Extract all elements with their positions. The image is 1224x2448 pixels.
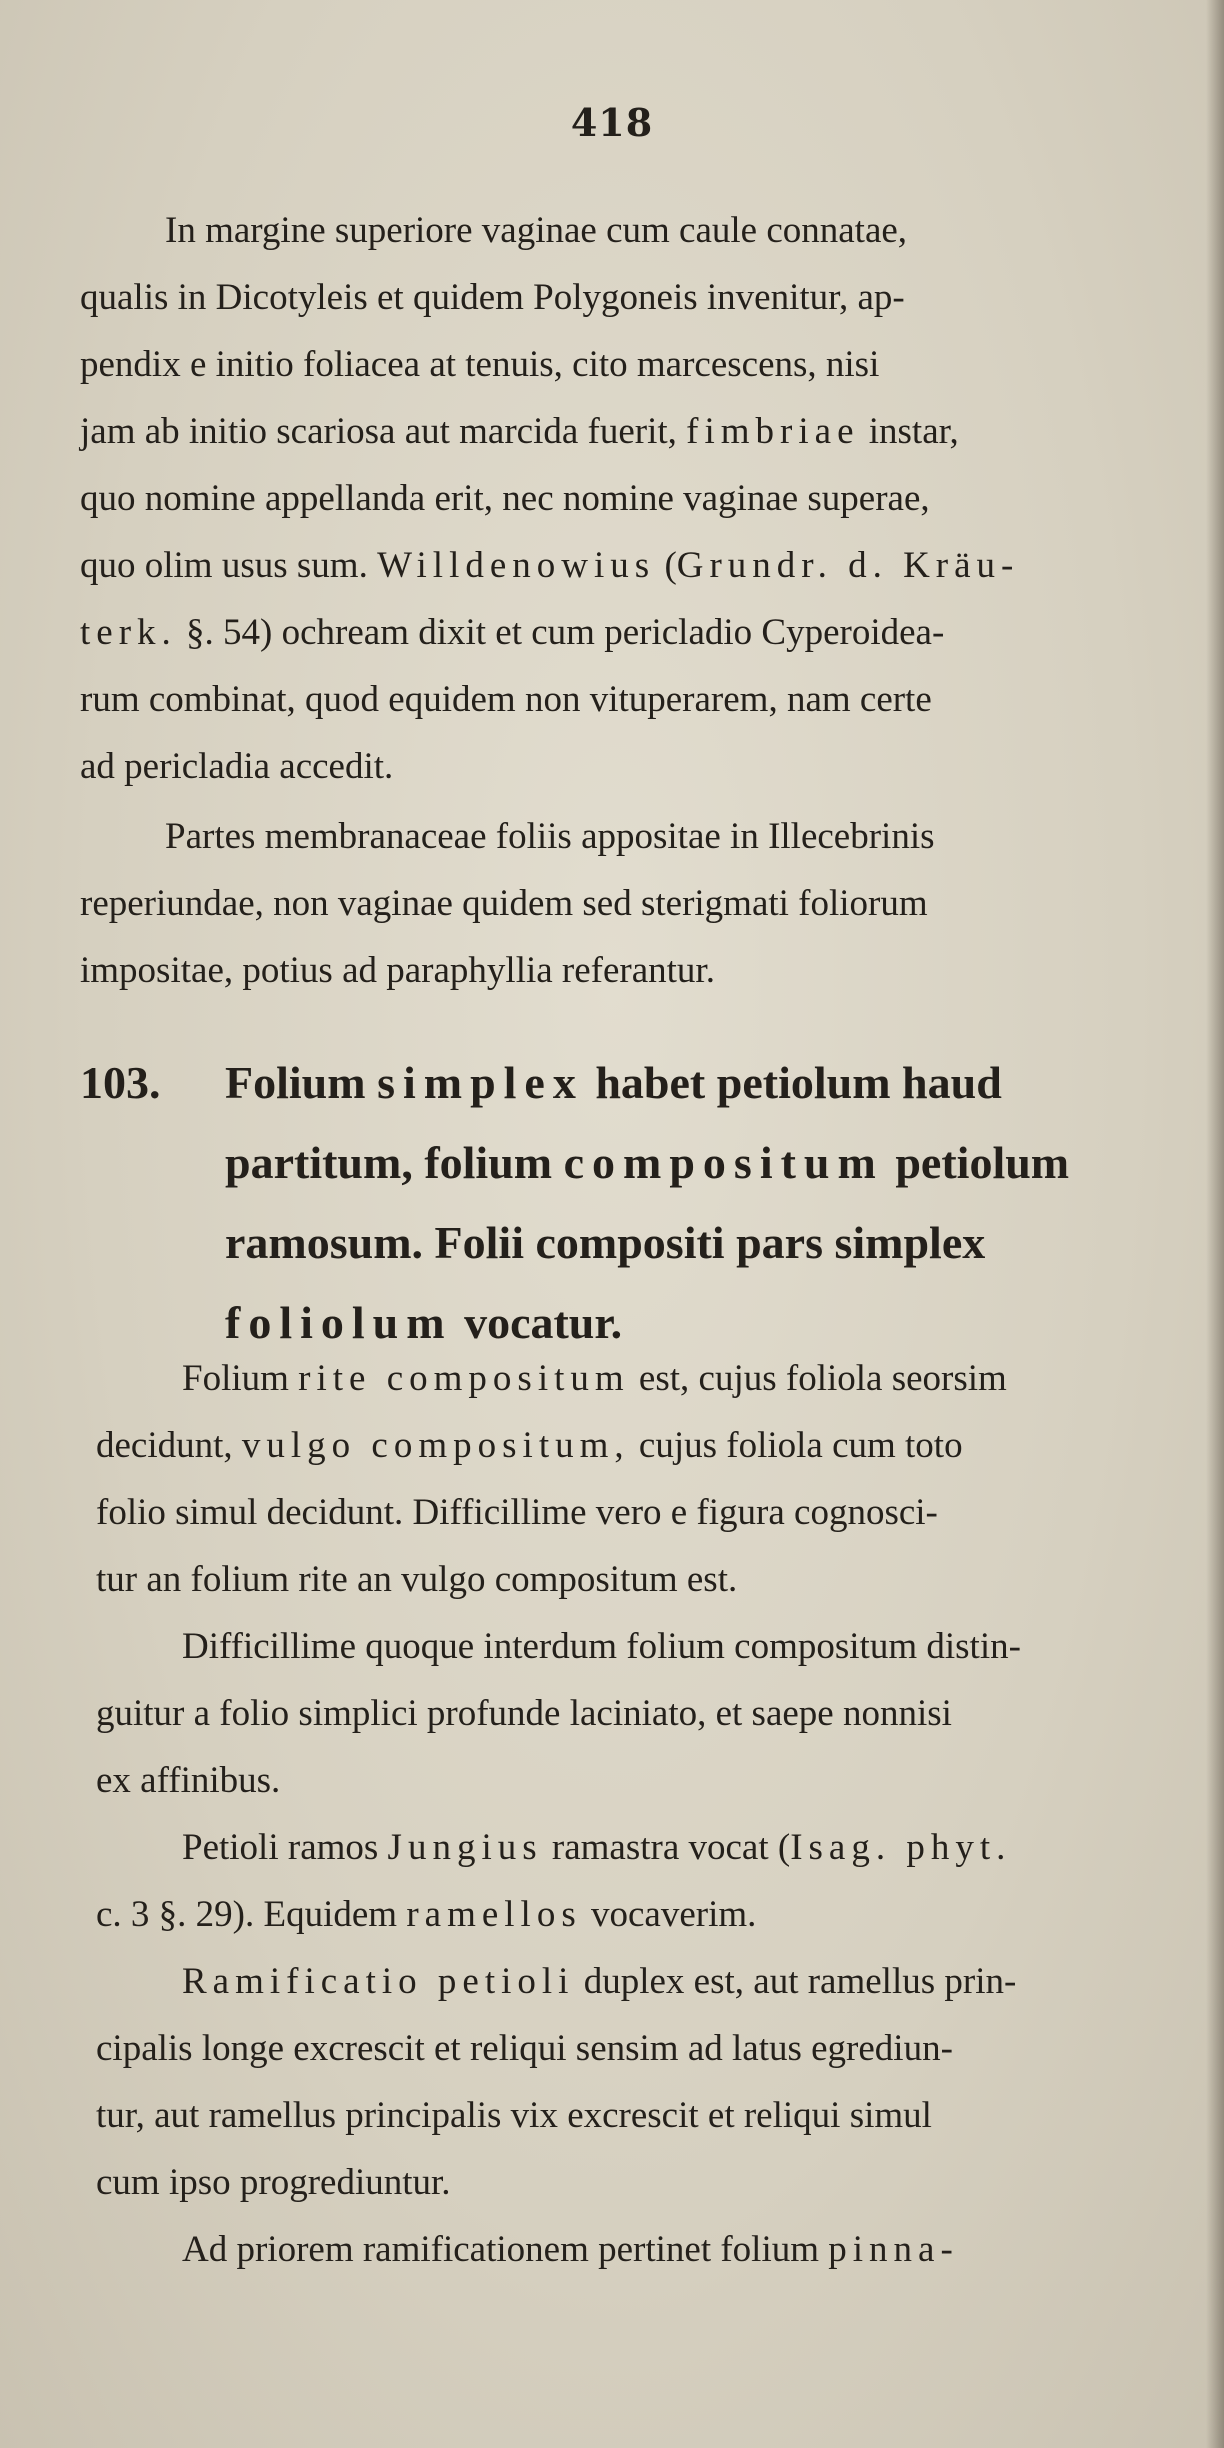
text-line: Petioli ramos Jungius ramastra vocat (Isag. phyt. [182,1827,1012,1868]
section-heading-line: ramosum. Folii compositi pars simplex [225,1217,986,1268]
section-number: 103. [80,1057,161,1108]
emphasis-fimbriae: fimbriae [686,411,860,452]
text-line: Ad priorem ramificationem pertinet folium pinna- [182,2229,959,2270]
text-line: rum combinat, quod equidem non vituperarem, nam certe [80,679,932,720]
section-heading-line: Folium simplex habet petiolum haud [225,1057,1002,1108]
text-line: pendix e initio foliacea at tenuis, cito marcescens, nisi [80,344,880,385]
page-edge-shadow [1206,0,1224,2448]
text-line: Partes membranaceae foliis appositae in Illecebrinis [165,816,935,857]
text-line: terk. §. 54) ochream dixit et cum pericladio Cyperoidea- [80,612,945,653]
text-line: jam ab initio scariosa aut marcida fuerit, fimbriae instar, [80,411,959,452]
text-line: Difficillime quoque interdum folium compositum distin- [182,1626,1021,1667]
section-heading-line: foliolum vocatur. [225,1297,623,1348]
text-line: quo nomine appellanda erit, nec nomine vaginae superae, [80,478,930,519]
text-line: ex affinibus. [96,1760,281,1801]
text-line: c. 3 §. 29). Equidem ramellos vocaverim. [96,1894,757,1935]
text-line: cipalis longe excrescit et reliqui sensim ad latus egrediun- [96,2028,953,2069]
text-line: ad pericladia accedit. [80,746,394,787]
text-line: In margine superiore vaginae cum caule connatae, [165,210,908,251]
text-line: tur, aut ramellus principalis vix excrescit et reliqui simul [96,2095,932,2136]
text-line: impositae, potius ad paraphyllia referantur. [80,950,715,991]
text-line: tur an folium rite an vulgo compositum est. [96,1559,738,1600]
text-line: qualis in Dicotyleis et quidem Polygoneis invenitur, ap- [80,277,905,318]
text-line: folio simul decidunt. Difficillime vero e figura cognosci- [96,1492,938,1533]
text-line: quo olim usus sum. Willdenowius (Grundr. d. Kräu- [80,545,1020,586]
text-line: guitur a folio simplici profunde laciniato, et saepe nonnisi [96,1693,952,1734]
text-line: reperiundae, non vaginae quidem sed sterigmati foliorum [80,883,928,924]
section-heading-line: partitum, folium compositum petiolum [225,1137,1070,1188]
page-number: 418 [570,100,654,145]
text-line: decidunt, vulgo compositum, cujus foliola cum toto [96,1425,963,1466]
citation-grundr: Grundr. d. Kräu- [676,545,1020,586]
text-line: Ramificatio petioli duplex est, aut ramellus prin- [182,1961,1017,2002]
text-line: Folium rite compositum est, cujus foliola seorsim [182,1358,1007,1399]
text-line: cum ipso progrediuntur. [96,2162,451,2203]
author-willdenowius: Willdenowius [377,545,656,586]
